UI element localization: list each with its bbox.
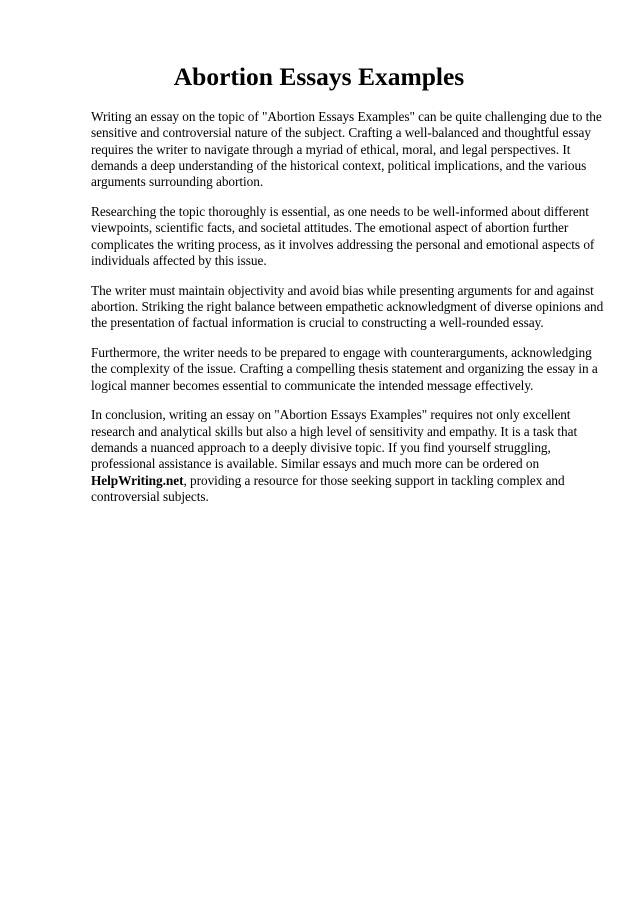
paragraph-line: complicates the writing process, as it involves addressing the personal and emotional aspects of xyxy=(91,236,595,252)
paragraph-line: viewpoints, scientific facts, and societal attitudes. The emotional aspect of abortion further xyxy=(91,220,569,236)
paragraph-line: individuals affected by this issue. xyxy=(91,252,267,268)
paragraph-line: the presentation of factual information is crucial to constructing a well-rounded essay. xyxy=(91,315,544,331)
paragraph-line: Writing an essay on the topic of "Abortion Essays Examples" can be quite challenging due to the xyxy=(91,109,602,124)
brand-name: HelpWriting.net xyxy=(91,472,184,488)
document-title: Abortion Essays Examples xyxy=(173,62,465,91)
paragraph-line: the complexity of the issue. Crafting a compelling thesis statement and organizing the essay in a xyxy=(91,361,598,377)
paragraph-line: The writer must maintain objectivity and avoid bias while presenting arguments for and against xyxy=(91,282,594,298)
paragraph-line-brand xyxy=(91,473,594,489)
brand-suffix: , providing a resource for those seeking support in tackling complex and xyxy=(183,472,565,488)
paragraph-line: research and analytical skills but also a high level of sensitivity and empathy. It is a task that xyxy=(91,423,578,439)
paragraph-intro xyxy=(91,109,602,190)
paragraph-line: Furthermore, the writer needs to be prepared to engage with counterarguments, acknowledging xyxy=(91,345,592,361)
paragraph-line: In conclusion, writing an essay on "Abortion Essays Examples" requires not only excellent xyxy=(91,407,571,423)
paragraph-line: sensitive and controversial nature of the subject. Crafting a well-balanced and thoughtful essay xyxy=(91,125,591,141)
paragraph-line: abortion. Striking the right balance between empathetic acknowledgment of diverse opinions and xyxy=(91,298,604,314)
paragraph-line: controversial subjects. xyxy=(91,488,209,504)
paragraph-line: professional assistance is available. Similar essays and much more can be ordered on xyxy=(91,456,540,472)
paragraph-line: demands a nuanced approach to a deeply divisive topic. If you find yourself struggling, xyxy=(91,440,551,456)
paragraph-research xyxy=(91,204,594,269)
paragraph-line: demands a deep understanding of the historical context, political implications, and the various xyxy=(91,157,587,173)
paragraph-line: logical manner becomes essential to communicate the intended message effectively. xyxy=(91,377,534,393)
paragraph-line: arguments surrounding abortion. xyxy=(91,174,264,190)
paragraph-conclusion xyxy=(91,407,594,505)
paragraph-objectivity xyxy=(91,282,604,332)
paragraph-line: Researching the topic thoroughly is essential, as one needs to be well-informed about different xyxy=(91,203,589,219)
paragraph-line: requires the writer to navigate through a myriad of ethical, moral, and legal perspectives. It xyxy=(91,141,571,157)
paragraph-counterarguments xyxy=(91,345,598,394)
